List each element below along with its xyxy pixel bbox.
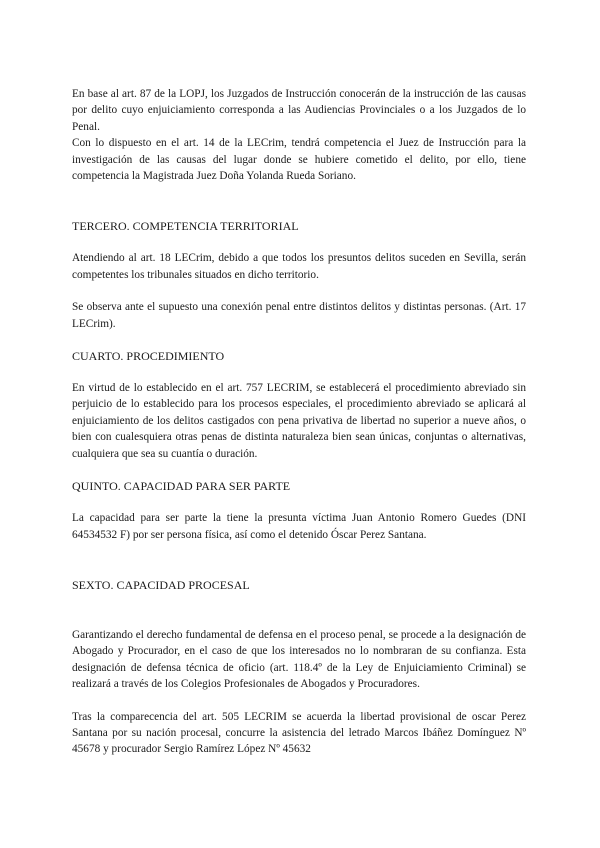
- section-heading-cuarto: CUARTO. PROCEDIMIENTO: [72, 349, 225, 364]
- quinto-paragraph-1: La capacidad para ser parte la tiene la presunta víctima Juan Antonio Romero Guedes (DNI 64534532 F) por ser persona física, así como el detenido Óscar Perez Santana.: [72, 512, 526, 541]
- sexto-paragraph-2: Tras la comparecencia del art. 505 LECRIM se acuerda la libertad provisional de oscar Perez Santana por su nación procesal, concurre la asistencia del letrado Marcos Ibáñez Domínguez Nº 45678 y procurador Sergio Ramírez López Nº 45632: [72, 710, 526, 756]
- section-heading-quinto: QUINTO. CAPACIDAD PARA SER PARTE: [72, 479, 291, 494]
- intro-paragraph-lecrim: Con lo dispuesto en el art. 14 de la LECrim, tendrá competencia el Juez de Instrucción para la investigación de las causas del lugar donde se hubiere cometido el delito, por ello, tiene competencia la Magistrada Juez Doña Yolanda Rueda Soriano.: [72, 137, 526, 183]
- sexto-paragraph-1: Garantizando el derecho fundamental de defensa en el proceso penal, se procede a la designación de Abogado y Procurador, en el caso de que los interesados no lo nombraran de su confianza. Esta designación de defensa técnica de oficio (art. 118.4º de la Ley de Enjuiciamiento Criminal) se realizará a través de los Colegios Profesionales de Abogados y Procuradores.: [72, 628, 526, 691]
- cuarto-paragraph-1: En virtud de lo establecido en el art. 757 LECRIM, se establecerá el procedimiento abreviado sin perjuicio de lo establecido para los procesos especiales, el procedimiento abreviado se aplicará al enjuiciamiento de los delitos castigados con pena privativa de libertad no superior a nueve años, o bien con cualesquiera otras penas de distinta naturaleza bien sean únicas, conjuntas o alternativas, cualquiera que sea su cuantía o duración.: [72, 382, 526, 460]
- document-page: [72, 86, 526, 758]
- tercero-paragraph-2: Se observa ante el supuesto una conexión penal entre distintos delitos y distintas personas. (Art. 17 LECrim).: [72, 301, 526, 330]
- tercero-paragraph-1: Atendiendo al art. 18 LECrim, debido a que todos los presuntos delitos suceden en Sevilla, serán competentes los tribunales situados en dicho territorio.: [72, 252, 526, 281]
- section-heading-sexto: SEXTO. CAPACIDAD PROCESAL: [72, 577, 250, 592]
- section-heading-tercero: TERCERO. COMPETENCIA TERRITORIAL: [72, 219, 299, 234]
- intro-paragraph-lopj: En base al art. 87 de la LOPJ, los Juzgados de Instrucción conocerán de la instrucción de las causas por delito cuyo enjuiciamiento corresponda a las Audiencias Provinciales o a los Juzgados de lo Penal.: [72, 88, 526, 133]
